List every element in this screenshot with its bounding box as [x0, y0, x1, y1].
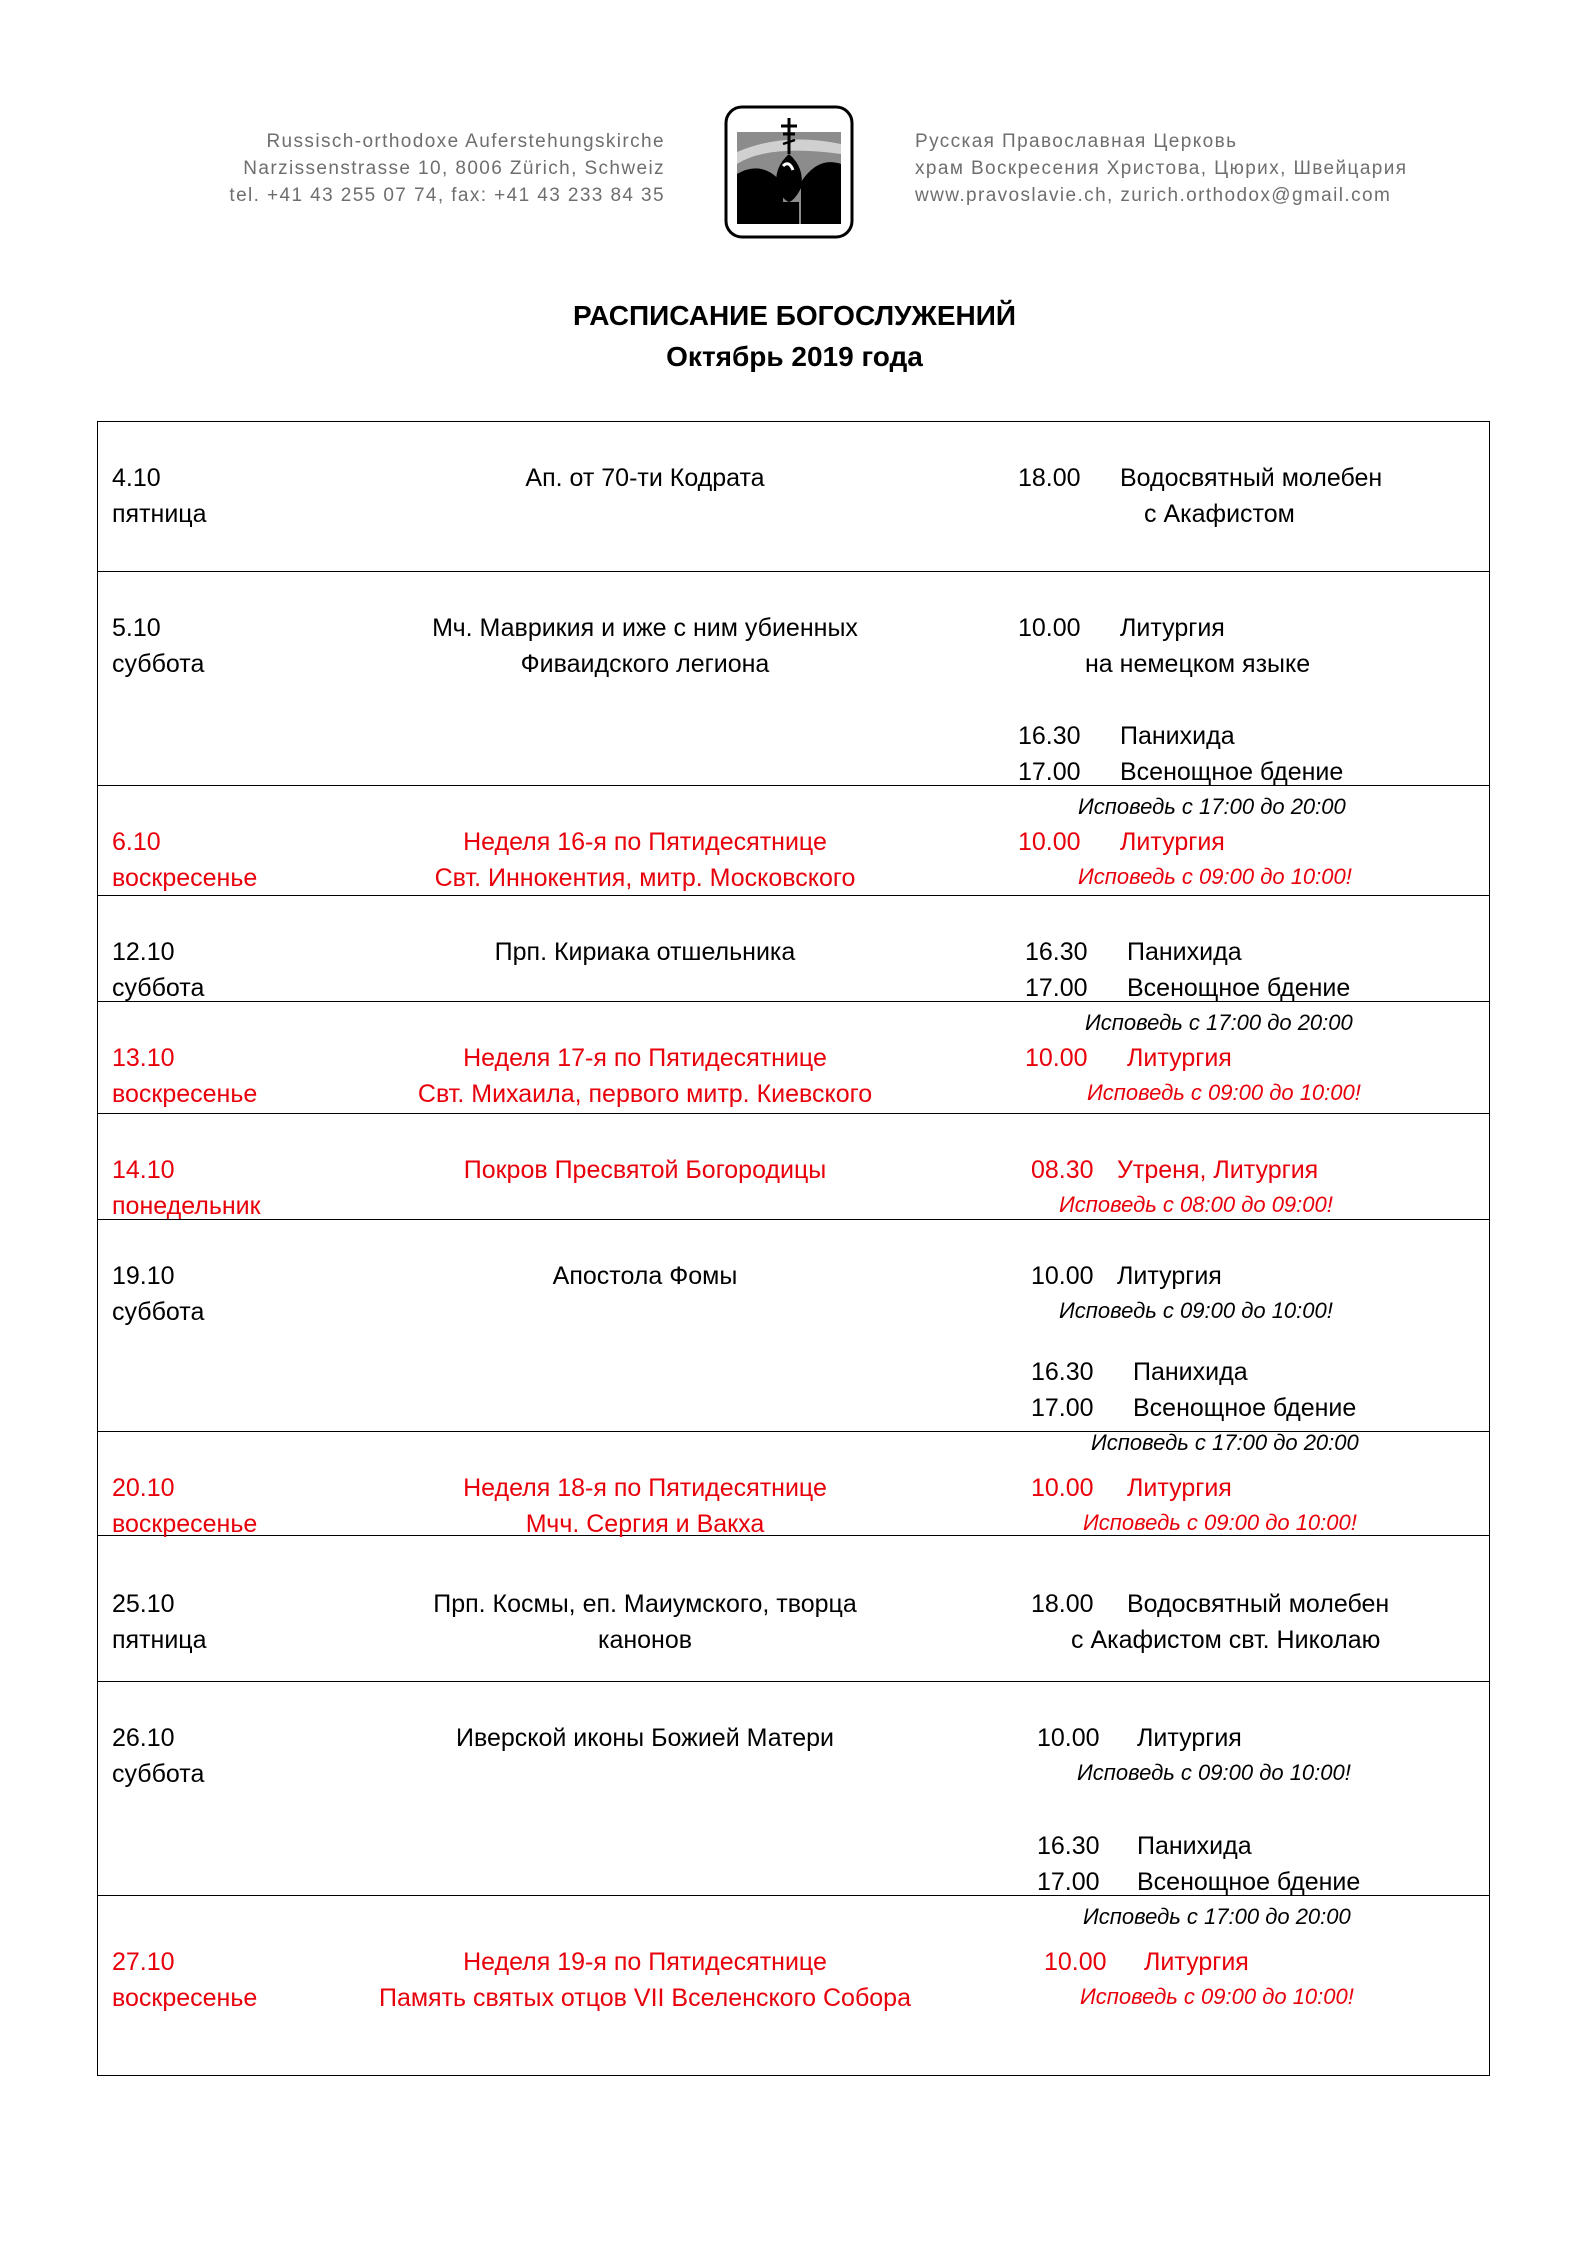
schedule-row [98, 1896, 1489, 2076]
feast-line: Прп. Кириака отшельника [494, 938, 796, 966]
date: 25.10 [112, 1590, 175, 1618]
date: 27.10 [112, 1948, 175, 1976]
service-note: с Акафистом [1144, 500, 1295, 528]
date-cell [112, 1470, 257, 1542]
service-name: Панихида [1120, 722, 1235, 750]
feast-cell [330, 1586, 960, 1658]
feast-line: Неделя 18-я по Пятидесятнице [463, 1474, 827, 1502]
weekday: суббота [112, 974, 205, 1002]
services-cell [1025, 1040, 1495, 1110]
feast-line: Прп. Космы, еп. Маиумского, творца [433, 1590, 857, 1618]
service-time: 16.30 [1037, 1832, 1100, 1860]
service-time: 10.00 [1037, 1724, 1100, 1752]
feast-line: Мч. Маврикия и иже с ним убиенных [432, 614, 858, 642]
feast-cell [330, 610, 960, 682]
weekday: суббота [112, 650, 205, 678]
feast-line: Мчч. Сергия и Вакха [525, 1510, 765, 1538]
church-address-de [150, 128, 665, 209]
service-time: 10.00 [1044, 1948, 1107, 1976]
service-time: 18.00 [1018, 464, 1081, 492]
date: 20.10 [112, 1474, 175, 1502]
service-name: Водосвятный молебен [1127, 1590, 1390, 1618]
feast-cell [330, 1258, 960, 1294]
schedule-row [98, 896, 1489, 1035]
service-time: 08.30 [1031, 1156, 1094, 1184]
feast-line: Неделя 19-я по Пятидесятнице [463, 1948, 827, 1976]
confession-note: Исповедь с 09:00 до 10:00! [1078, 864, 1352, 889]
feast-cell [330, 1040, 960, 1112]
feast-line: Свт. Михаила, первого митр. Киевского [417, 1080, 873, 1108]
date: 26.10 [112, 1724, 175, 1752]
service-time: 17.00 [1037, 1868, 1100, 1896]
service-time: 17.00 [1031, 1394, 1094, 1422]
date-cell [112, 824, 257, 896]
service-time: 16.30 [1031, 1358, 1094, 1386]
church-phone-de: tel. +41 43 255 07 74, fax: +41 43 233 84 35 [229, 185, 665, 206]
date: 6.10 [112, 828, 161, 856]
weekday: суббота [112, 1760, 205, 1788]
service-time: 16.30 [1025, 938, 1088, 966]
service-name: Всенощное бдение [1137, 1868, 1361, 1896]
service-time: 10.00 [1025, 1044, 1088, 1072]
schedule-row [98, 1002, 1489, 1114]
service-name: Водосвятный молебен [1120, 464, 1383, 492]
service-name: Литургия [1144, 1948, 1249, 1976]
services-cell [1031, 1258, 1501, 1460]
date-cell [112, 1944, 257, 2016]
service-time: 17.00 [1018, 758, 1081, 786]
service-name: Всенощное бдение [1133, 1394, 1357, 1422]
confession-note: Исповедь с 17:00 до 20:00 [1085, 1010, 1353, 1035]
schedule-row [98, 1220, 1489, 1455]
schedule-row [98, 1682, 1489, 1929]
service-name: Литургия [1120, 614, 1225, 642]
schedule-table [97, 421, 1490, 2076]
weekday: воскресенье [112, 1080, 258, 1108]
feast-line: Ап. от 70-ти Кодрата [525, 464, 765, 492]
confession-note: Исповедь с 08:00 до 09:00! [1059, 1192, 1333, 1217]
date-cell [112, 1152, 261, 1224]
date-cell [112, 934, 204, 1006]
service-name: Панихида [1133, 1358, 1248, 1386]
weekday: воскресенье [112, 864, 258, 892]
feast-cell [330, 934, 960, 970]
feast-cell [330, 824, 960, 896]
weekday: воскресенье [112, 1984, 258, 2012]
services-cell [1031, 1152, 1501, 1222]
feast-line: Неделя 16-я по Пятидесятнице [463, 828, 827, 856]
feast-line: Свт. Иннокентия, митр. Московского [434, 864, 856, 892]
service-name: Всенощное бдение [1127, 974, 1351, 1002]
church-subtitle-ru: храм Воскресения Христова, Цюрих, Швейцария [915, 158, 1408, 179]
church-contacts-ru: www.pravoslavie.ch, zurich.orthodox@gmail.com [915, 185, 1392, 206]
service-name: Литургия [1120, 828, 1225, 856]
weekday: суббота [112, 1298, 205, 1326]
feast-cell [330, 460, 960, 496]
feast-line: Память святых отцов VII Вселенского Собора [379, 1984, 911, 2012]
service-time: 18.00 [1031, 1590, 1094, 1618]
schedule-row [98, 786, 1489, 896]
confession-note: Исповедь с 09:00 до 10:00! [1077, 1760, 1351, 1785]
service-name: Панихида [1127, 938, 1242, 966]
services-cell [1018, 824, 1488, 894]
service-name: Всенощное бдение [1120, 758, 1344, 786]
church-name-de: Russisch-orthodoxe Auferstehungskirche [266, 131, 665, 152]
services-cell [1031, 1586, 1501, 1658]
date: 19.10 [112, 1262, 175, 1290]
date-cell [112, 460, 207, 532]
service-time: 10.00 [1018, 614, 1081, 642]
date: 4.10 [112, 464, 161, 492]
feast-line: Иверской иконы Божией Матери [455, 1724, 835, 1752]
schedule-row [98, 1536, 1489, 1682]
service-time: 17.00 [1025, 974, 1088, 1002]
services-cell [1044, 1944, 1514, 2014]
schedule-row [98, 572, 1489, 819]
church-address-ru [915, 128, 1475, 209]
service-time: 10.00 [1031, 1262, 1094, 1290]
confession-note: Исповедь с 17:00 до 20:00 [1091, 1430, 1359, 1455]
service-time: 10.00 [1031, 1474, 1094, 1502]
feast-line: Покров Пресвятой Богородицы [463, 1156, 827, 1184]
date: 12.10 [112, 938, 175, 966]
feast-cell [330, 1720, 960, 1756]
weekday: понедельник [112, 1192, 261, 1220]
weekday: пятница [112, 1626, 207, 1654]
schedule-row [98, 1114, 1489, 1220]
date-cell [112, 610, 204, 682]
confession-note: Исповедь с 09:00 до 10:00! [1059, 1298, 1333, 1323]
confession-note: Исповедь с 09:00 до 10:00! [1087, 1080, 1361, 1105]
service-name: Литургия [1137, 1724, 1242, 1752]
confession-note: Исповедь с 17:00 до 20:00 [1083, 1904, 1351, 1929]
service-name: Литургия [1117, 1262, 1222, 1290]
confession-note: Исповедь с 09:00 до 10:00! [1080, 1984, 1354, 2009]
service-note: на немецком языке [1085, 650, 1311, 678]
date: 5.10 [112, 614, 161, 642]
services-cell [1018, 460, 1488, 532]
church-name-ru: Русская Православная Церковь [915, 131, 1238, 152]
feast-cell [330, 1152, 960, 1188]
confession-note: Исповедь с 17:00 до 20:00 [1078, 794, 1346, 819]
weekday: пятница [112, 500, 207, 528]
schedule-row [98, 422, 1489, 572]
feast-line: канонов [597, 1626, 693, 1654]
service-name: Панихида [1137, 1832, 1252, 1860]
date-cell [112, 1258, 204, 1330]
service-time: 10.00 [1018, 828, 1081, 856]
date-cell [112, 1586, 207, 1658]
feast-line: Фиваидского легиона [520, 650, 770, 678]
feast-cell [330, 1944, 960, 2016]
church-street-de: Narzissenstrasse 10, 8006 Zürich, Schweiz [243, 158, 665, 179]
date-cell [112, 1040, 257, 1112]
page-subtitle: Октябрь 2019 года [666, 341, 923, 372]
service-name: Литургия [1127, 1044, 1232, 1072]
date: 14.10 [112, 1156, 175, 1184]
service-note: с Акафистом свт. Николаю [1071, 1626, 1381, 1654]
feast-line: Неделя 17-я по Пятидесятнице [463, 1044, 827, 1072]
service-time: 16.30 [1018, 722, 1081, 750]
date: 13.10 [112, 1044, 175, 1072]
page-title: РАСПИСАНИЕ БОГОСЛУЖЕНИЙ [573, 300, 1016, 331]
feast-line: Апостола Фомы [552, 1262, 738, 1290]
service-name: Утреня, Литургия [1117, 1156, 1319, 1184]
feast-cell [330, 1470, 960, 1542]
church-logo-icon [723, 104, 855, 240]
schedule-row [98, 1432, 1489, 1536]
date-cell [112, 1720, 204, 1792]
service-name: Литургия [1127, 1474, 1232, 1502]
confession-note: Исповедь с 09:00 до 10:00! [1083, 1510, 1357, 1535]
services-cell [1031, 1470, 1501, 1540]
weekday: воскресенье [112, 1510, 258, 1538]
